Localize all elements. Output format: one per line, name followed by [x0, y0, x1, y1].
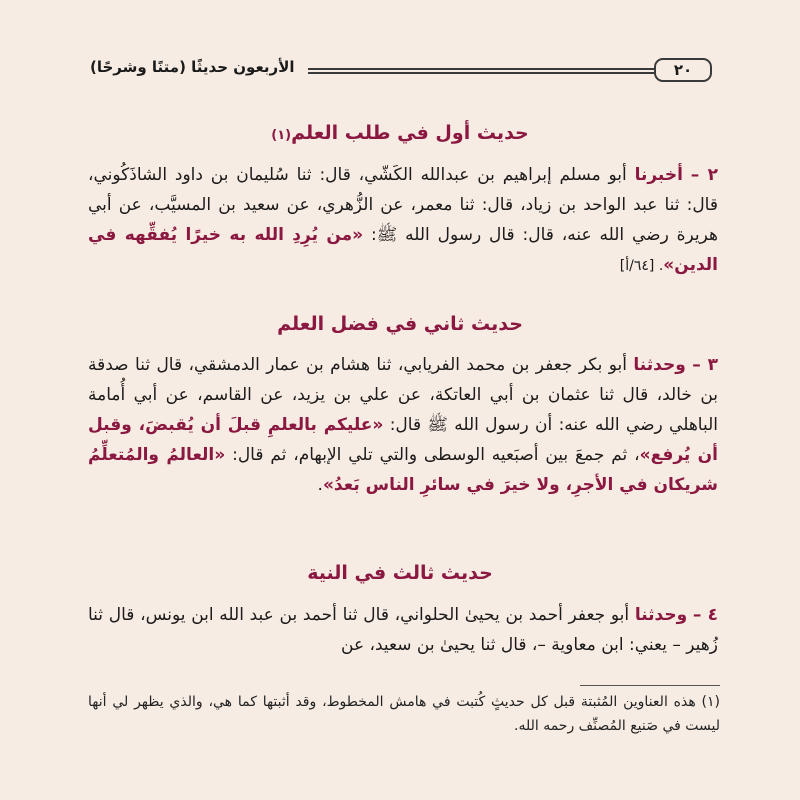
hadith-3-matn-1: «عليكم بالعلمِ قبلَ أن يُقبضَ، وقبل أن يُرفع»	[88, 415, 718, 465]
section-heading-2: حديث ثاني في فضل العلم	[277, 313, 523, 335]
footnote-number: (١)	[701, 694, 720, 710]
hadith-3-end: .	[317, 475, 323, 495]
hadith-4	[88, 600, 718, 660]
hadith-3-narration: ، ثم جمعَ بين أصبَعيه الوسطى والتي تلي الإبهام، ثم قال:	[232, 445, 640, 465]
section-heading-3: حديث ثالث في النية	[307, 562, 493, 584]
hadith-3-lead: وحدثنا	[633, 355, 686, 375]
hadith-3	[88, 350, 718, 500]
hadith-4-chain: أبو جعفر أحمد بن يحيىٰ الحلواني، قال ثنا أحمد بن عبد الله ابن يونس، قال ثنا زُهير – يعني: ابن معاوية –، قال ثنا يحيىٰ بن سعيد، عن	[88, 605, 718, 655]
footnote	[88, 690, 720, 738]
header-rule	[308, 68, 654, 74]
hadith-4-lead: وحدثنا	[634, 605, 688, 625]
hadith-3-number: ٣ –	[692, 355, 719, 375]
section-heading-1-text: حديث أول في طلب العلم	[291, 122, 529, 144]
footnote-rule	[580, 685, 720, 686]
hadith-2-lead: أخبرنا	[634, 165, 683, 185]
hadith-2-number: ٢ –	[690, 165, 719, 185]
footnote-marker: (١)	[271, 128, 292, 143]
page-number: ٢٠	[654, 58, 712, 82]
running-header-title: الأربعون حديثًا (متنًا وشرحًا)	[90, 58, 295, 76]
footnote-text: هذه العناوين المُثبتة قبل كل حديثٍ كُتبت في هامش المخطوط، وقد أثبتها كما هي، والذي يظهر لي أنها ليست في صَنيع المُصنِّف رحمه الله.	[88, 694, 720, 734]
hadith-4-number: ٤ –	[692, 605, 718, 625]
hadith-2-chain: أبو مسلم إبراهيم بن عبدالله الكَشّي، قال: ثنا سُليمان بن داود الشاذَكُوني، قال: ثنا عبد الواحد بن زياد، قال: ثنا معمر، عن الزُّهري، عن سعيد بن المسيَّب، عن أبي هريرة رضي الله عنه، قال: قال رسول الله ﷺ:	[88, 165, 719, 245]
section-heading-1	[0, 122, 800, 144]
hadith-3-chain: أبو بكر جعفر بن محمد الفريابي، ثنا هشام بن عمار الدمشقي، قال ثنا صدقة بن خالد، قال ثنا عثمان بن أبي العاتكة، عن علي بن يزيد، عن القاسم، عن أبي أُمامة الباهلي رضي الله عنه: أن رسول الله ﷺ قال:	[88, 355, 719, 435]
hadith-3-matn-2: «العالمُ والمُتعلِّمُ شريكان في الأجرِ، ولا خيرَ في سائرِ الناس بَعدُ»	[88, 445, 718, 495]
hadith-2-reference: . [٦٤/أ]	[619, 258, 664, 274]
hadith-2	[88, 160, 718, 281]
hadith-2-matn: «من يُرِدِ الله به خيرًا يُفقِّهه في الدين»	[88, 225, 718, 275]
